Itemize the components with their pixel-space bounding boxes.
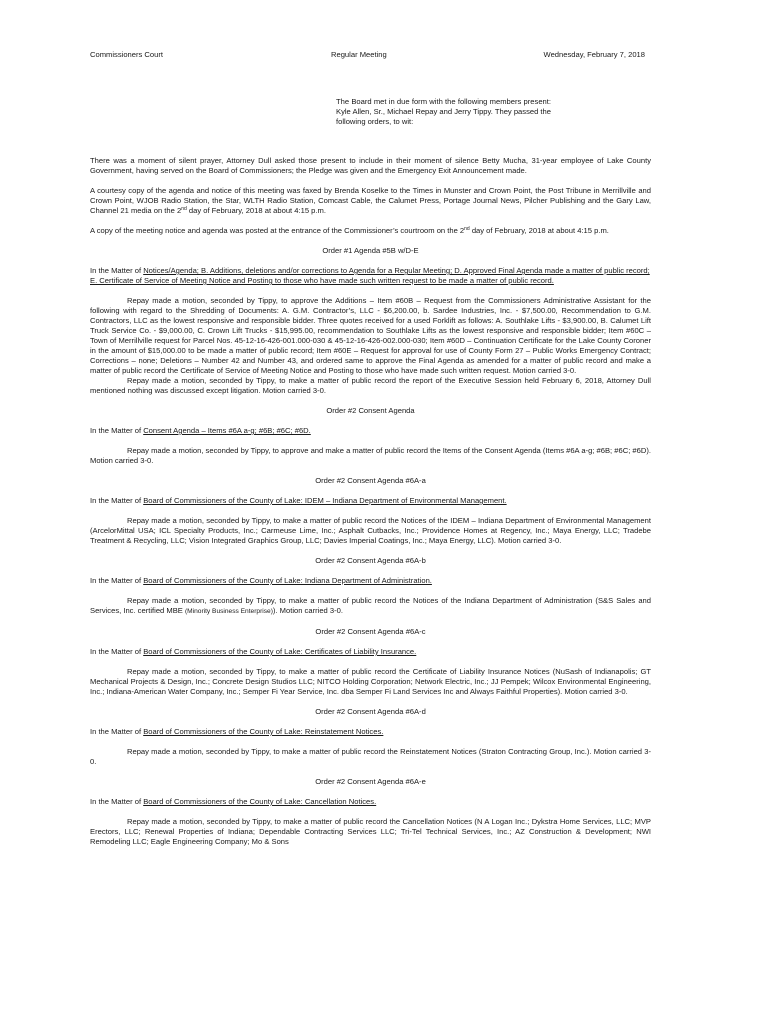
order-2-heading: Order #2 Consent Agenda [326,406,415,415]
order-2-matter: In the Matter of Consent Agenda – Items #6A a-g; #6B; #6C; #6D. [90,426,311,435]
order-1-motion-executive-session: Repay made a motion, seconded by Tippy, to make a matter of public record the report of the Executive Session held February 6, 2018, Attorney Dull mentioned nothing was discussed except litigation. Motion carried 3-0. [90,376,651,395]
silent-prayer-paragraph: There was a moment of silent prayer, Attorney Dull asked those present to include in their moment of silence Betty Mucha, 31-year employee of Lake County Government, having served on the Board of Commissioners; the Pledge was given and the Emergency Exit Announcement made. [90,156,651,175]
minutes-body [90,156,651,857]
order-2a-matter: In the Matter of Board of Commissioners of the County of Lake: IDEM – Indiana Department of Environmental Management. [90,496,507,505]
header-meeting-type: Regular Meeting [331,50,387,59]
order-2b-matter: In the Matter of Board of Commissioners of the County of Lake: Indiana Department of Administration. [90,576,432,585]
order-1-heading: Order #1 Agenda #5B w/D-E [322,246,419,255]
order-2-motion: Repay made a motion, seconded by Tippy, to approve and make a matter of public record the Items of the Consent Agenda (Items #6A a-g; #6B; #6C; #6D). Motion carried 3-0. [90,446,651,465]
order-2a-motion: Repay made a motion, seconded by Tippy, to make a matter of public record the Notices of the IDEM – Indiana Department of Environmental Management (ArcelorMittal USA; ICL Specialty Products, Inc.; Carmeuse Lime, Inc.; Asphalt Cutbacks, Inc.; Providence Homes at Regency, Inc.; Maya Energy, LLC; Tradebe Treatment & Recycling, LLC; Vision Integrated Graphics Group, LLC; Davies Imperial Coatings, Inc.; Maya Energy, LLC). Motion carried 3-0. [90,516,651,545]
order-2b-heading: Order #2 Consent Agenda #6A-b [315,556,426,565]
order-2b-motion: Repay made a motion, seconded by Tippy, to make a matter of public record the Notices of the Indiana Department of Administration (S&S Sales and Services, Inc. certified MBE (Minority Business Enterprise)). Motion carried 3-0. [90,596,651,615]
order-2c-matter: In the Matter of Board of Commissioners of the County of Lake: Certificates of Liability Insurance. [90,647,417,656]
order-1-matter: In the Matter of Notices/Agenda; B. Additions, deletions and/or corrections to Agenda for a Regular Meeting; D. Approved Final Agenda made a matter of public record; E. Certificate of Service of Meeting Notice and Posting to those who have made such written request to be made a matter of public record. [90,266,650,285]
order-1-motion-additions: Repay made a motion, seconded by Tippy, to approve the Additions – Item #60B – Request from the Commissioners Administrative Assistant for the following with regard to the Shredding of Documents: A. G.M. Contractor’s, LLC - $6,200.00, b. Sardee Industries, Inc. - $7,500.00, Recommendation to G.M. Contractors, LLC as the lowest responsive and responsible bidder. Three quotes received for a used Forklift as follows: A. Southlake Lifts - $3,900.00, B. Calumet Lift Truck Service Co. - $9,000.00, C. Crown Lift Trucks - $15,995.00, recommendation to Southlake Lifts as the lowest responsive and responsible bidder; Item #60C – Town of Merrillville request for Parcel Nos. 45-12-16-426-001.000-030 & 45-12-16-426-002.000-030; Item #60D – Continuation Certificate for the Lake County Coroner in the amount of $15,000.00 to be made a matter of public record; Item #60E – Request for approval for use of County Form 27 – Public Works Emergency Contract; Corrections – none; Deletions – Number 42 and Number 43, and ordered same to approve the Final Agenda as amended for a matter of public record and make a matter of public record the Certificate of Service of Meeting Notice and Posting to those who have made such written request. Motion carried 3-0. [90,296,651,375]
order-2d-matter: In the Matter of Board of Commissioners of the County of Lake: Reinstatement Notices. [90,727,384,736]
order-2d-motion: Repay made a motion, seconded by Tippy, to make a matter of public record the Reinstatement Notices (Straton Contracting Group, Inc.). Motion carried 3-0. [90,747,651,766]
order-2c-heading: Order #2 Consent Agenda #6A-c [315,627,426,636]
order-2e-motion: Repay made a motion, seconded by Tippy, to make a matter of public record the Cancellation Notices (N A Logan Inc.; Dykstra Home Services, LLC; MVP Erectors, LLC; Renewal Properties of Indiana; Dependable Contracting Services LLC; Tri-Tel Technical Services, Inc.; AZ Construction & Development; NWI Remodeling LLC; Eagle Engineering Company; Mo & Sons [90,817,651,846]
header-court: Commissioners Court [90,50,164,59]
order-2e-heading: Order #2 Consent Agenda #6A-e [315,777,426,786]
order-2a-heading: Order #2 Consent Agenda #6A-a [315,476,426,485]
courtesy-copy-paragraph: A courtesy copy of the agenda and notice of this meeting was faxed by Brenda Koselke to the Times in Munster and Crown Point, the Post Tribune in Merrillville and Crown Point, WJOB Radio Station, the Star, WLTH Radio Station, Comcast Cable, the Calumet Press, Portage Journal News, Pilcher Publishing and the Gary Law, Channel 21 media on the 2nd day of February, 2018 at about 4:15 p.m. [90,186,651,215]
order-2c-motion: Repay made a motion, seconded by Tippy, to make a matter of public record the Certificate of Liability Insurance Notices (NuSash of Indianapolis; GT Mechanical Projects & Design, Inc.; Concrete Design Studios LLC; NITCO Holding Corporation; Network Electric, Inc.; JJ Pempek; Wilcox Environmental Engineering, Inc.; Indiana-American Water Company, Inc.; Semper Fi Year Service, Inc. dba Semper Fi Land Services Inc and Always Faithful Properties). Motion carried 3-0. [90,667,651,696]
page-header [90,50,645,62]
posting-paragraph: A copy of the meeting notice and agenda was posted at the entrance of the Commissioner’s courtroom on the 2nd day of February, 2018 at about 4:15 p.m. [90,226,609,235]
intro-statement: The Board met in due form with the following members present: Kyle Allen, Sr., Michael Repay and Jerry Tippy. They passed the following orders, to wit: [336,97,551,126]
order-2e-matter: In the Matter of Board of Commissioners of the County of Lake: Cancellation Notices. [90,797,377,806]
order-2d-heading: Order #2 Consent Agenda #6A-d [315,707,426,716]
header-date: Wednesday, February 7, 2018 [543,50,645,59]
